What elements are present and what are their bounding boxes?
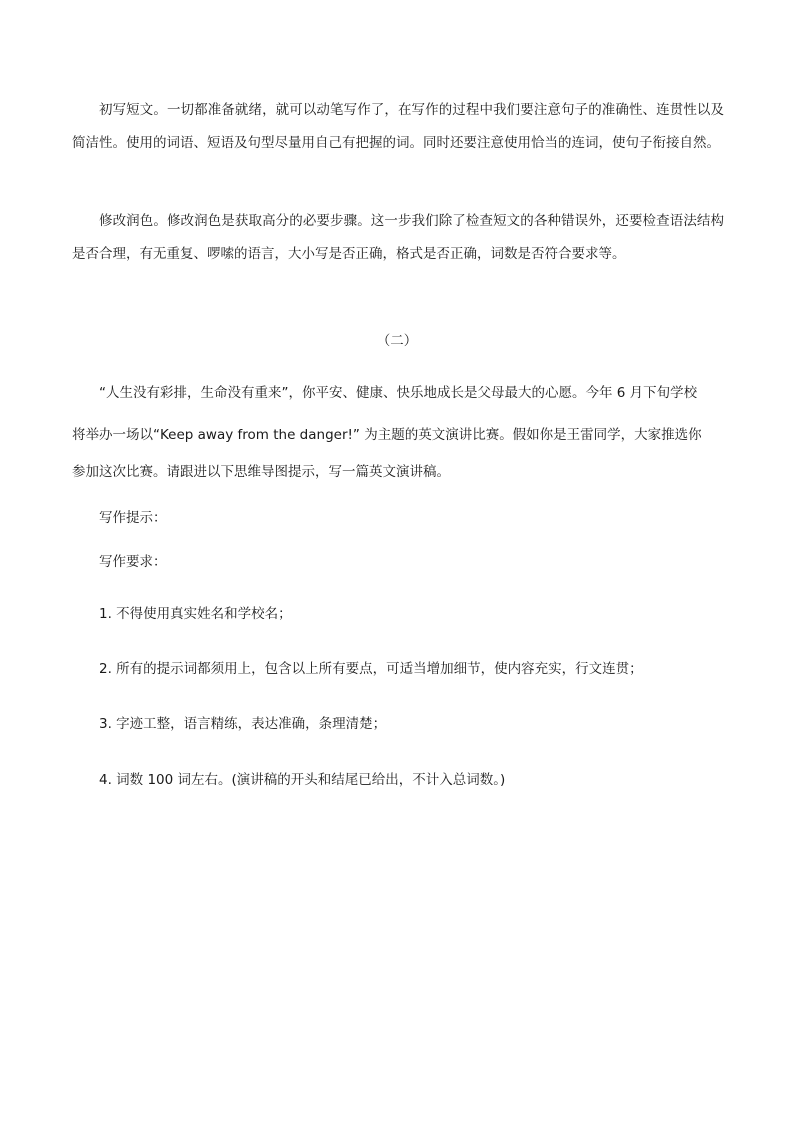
requirement-item: 3. 字迹工整，语言精练，表达准确，条理清楚； [99, 716, 387, 732]
requirement-item: 4. 词数 100 词左右。(演讲稿的开头和结尾已给出，不计入总词数。) [99, 772, 506, 788]
prompt-line-2: 将举办一场以“Keep away from the danger!” 为主题的英文演讲比赛。假如你是王雷同学，大家推选你 [72, 427, 702, 443]
hints-label: 写作提示： [99, 510, 167, 526]
paragraph-draft-writing: 初写短文。一切都准备就绪，就可以动笔写作了，在写作的过程中我们要注意句子的准确性、连贯性以及简洁性。使用的词语、短语及句型尽量用自己有把握的词。同时还要注意使用恰当的连词，使句子衔接自然。 [72, 102, 724, 151]
requirements-label: 写作要求： [99, 554, 167, 570]
requirement-item: 2. 所有的提示词都须用上，包含以上所有要点，可适当增加细节，使内容充实，行文连贯； [99, 661, 643, 677]
paragraph-revision: 修改润色。修改润色是获取高分的必要步骤。这一步我们除了检查短文的各种错误外，还要检查语法结构是否合理，有无重复、啰嗦的语言，大小写是否正确，格式是否正确，词数是否符合要求等。 [72, 213, 724, 262]
prompt-line-3: 参加这次比赛。请跟进以下思维导图提示，写一篇英文演讲稿。 [72, 464, 450, 480]
section-title: （二） [376, 333, 418, 349]
requirement-item: 1. 不得使用真实姓名和学校名； [99, 606, 292, 622]
prompt-line-1: “人生没有彩排，生命没有重来”，你平安、健康、快乐地成长是父母最大的心愿。今年 6 月下旬学校 [99, 385, 698, 401]
